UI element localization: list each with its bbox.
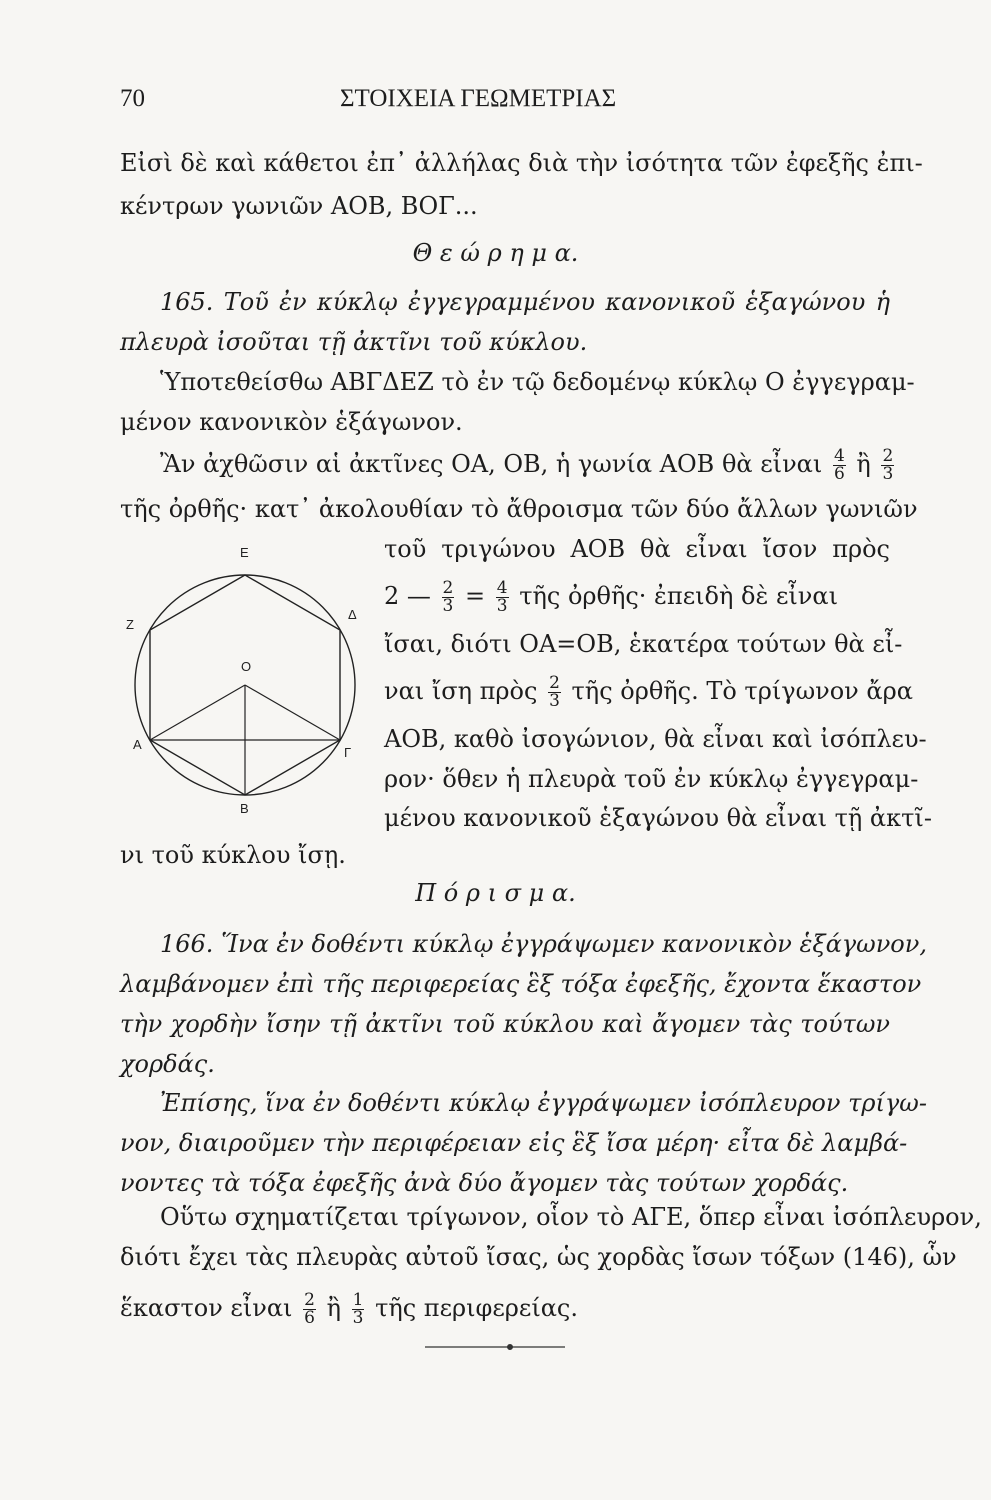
theorem-right-6: ρον· ὅθεν ἡ πλευρὰ τοῦ ἐν κύκλῳ ἐγγεγραμ- — [384, 765, 919, 793]
radius-OA — [150, 685, 245, 740]
porism-line-10-or: ἢ — [326, 1294, 341, 1322]
porism-line-7: νοντες τὰ τόξα ἐφεξῆς ἀνὰ δύο ἄγομεν τὰς τούτων χορδάς. — [120, 1169, 849, 1197]
fraction-numerator: 2 — [304, 1290, 315, 1310]
porism-line-9: διότι ἔχει τὰς πλευρὰς αὐτοῦ ἴσας, ὡς χορδὰς ἴσων τόξων (146), ὧν — [120, 1243, 957, 1271]
fraction-denominator: 3 — [496, 596, 508, 616]
theorem-right-2-text-a: 2 — — [384, 582, 431, 610]
porism-line-5: Ἐπίσης, ἵνα ἐν δοθέντι κύκλῳ ἐγγράψωμεν ἰσόπλευρον τρίγω- — [160, 1089, 927, 1117]
theorem-line-4: μένον κανονικὸν ἑξάγωνον. — [120, 408, 463, 436]
porism-line-8: Οὕτω σχηματίζεται τρίγωνον, οἷον τὸ ΑΓΕ, ὅπερ εἶναι ἰσόπλευρον, — [160, 1203, 982, 1231]
theorem-right-5: ΑΟΒ, καθὸ ἰσογώνιον, θὰ εἶναι καὶ ἰσόπλευ- — [384, 725, 927, 753]
fraction-denominator: 6 — [833, 464, 845, 484]
theorem-right-2-text-b: τῆς ὀρθῆς· ἐπειδὴ δὲ εἶναι — [519, 582, 839, 610]
fraction-denominator: 3 — [882, 464, 894, 484]
theorem-right-2-eq: = — [465, 582, 486, 610]
porism-line-10-text-b: τῆς περιφερείας. — [375, 1294, 578, 1322]
fraction-1-3 — [352, 1292, 365, 1327]
theorem-line-6: τῆς ὀρθῆς· κατ᾽ ἀκολουθίαν τὸ ἄθροισμα τῶν δύο ἄλλων γωνιῶν — [120, 495, 918, 523]
theorem-heading: Θ ε ώ ρ η μ α. — [412, 239, 579, 267]
hexagon-figure — [120, 535, 370, 815]
porism-line-4: χορδάς. — [120, 1050, 215, 1078]
fraction-denominator: 6 — [304, 1308, 315, 1328]
page-number: 70 — [120, 85, 145, 112]
end-divider — [425, 1342, 565, 1352]
label-D: Δ — [348, 607, 357, 622]
theorem-right-1: τοῦ τριγώνου ΑΟΒ θὰ εἶναι ἴσον πρὸς — [384, 535, 890, 563]
theorem-right-4 — [384, 675, 913, 710]
divider-dot — [507, 1344, 513, 1350]
theorem-line-5-or: ἢ — [856, 450, 871, 478]
theorem-right-3: ἴσαι, διότι ΟΑ=ΟΒ, ἑκατέρα τούτων θὰ εἶ- — [384, 630, 903, 658]
theorem-right-4-text-b: τῆς ὀρθῆς. Τὸ τρίγωνον ἄρα — [571, 677, 913, 705]
theorem-line-3: Ὑποτεθείσθω ΑΒΓΔΕΖ τὸ ἐν τῷ δεδομένῳ κύκλῳ Ο ἐγγεγραμ- — [160, 368, 915, 396]
porism-line-2: λαμβάνομεν ἐπὶ τῆς περιφερείας ἓξ τόξα ἐφεξῆς, ἔχοντα ἕκαστον — [120, 970, 922, 998]
theorem-line-1: 165. Τοῦ ἐν κύκλῳ ἐγγεγραμμένου κανονικοῦ ἑξαγώνου ἡ — [160, 288, 890, 316]
label-E: E — [240, 545, 249, 560]
label-O: O — [241, 659, 252, 674]
intro-line-2: κέντρων γωνιῶν ΑΟΒ, ΒΟΓ... — [120, 192, 478, 220]
fraction-numerator: 4 — [496, 578, 508, 598]
label-B: B — [240, 801, 249, 815]
fraction-numerator: 1 — [352, 1290, 364, 1310]
fraction-2-3 — [881, 448, 894, 483]
fraction-2-3 — [442, 580, 455, 615]
fraction-numerator: 4 — [833, 446, 845, 466]
porism-line-6: νον, διαιροῦμεν τὴν περιφέρειαν εἰς ἓξ ἴσα μέρη· εἶτα δὲ λαμβά- — [120, 1129, 908, 1157]
theorem-right-7: μένου κανονικοῦ ἑξαγώνου θὰ εἶναι τῇ ἀκτῖ- — [384, 804, 932, 832]
fraction-4-3 — [496, 580, 509, 615]
fraction-numerator: 2 — [549, 673, 560, 693]
fraction-numerator: 2 — [442, 578, 454, 598]
label-Z: Z — [126, 617, 134, 632]
theorem-line-7: νι τοῦ κύκλου ἴσῃ. — [120, 841, 346, 869]
porism-line-3: τὴν χορδὴν ἴσην τῇ ἀκτῖνι τοῦ κύκλου καὶ ἄγομεν τὰς τούτων — [120, 1010, 890, 1038]
fraction-denominator: 3 — [549, 691, 560, 711]
theorem-line-5 — [160, 448, 897, 483]
label-G: Γ — [344, 745, 352, 760]
intro-line-1: Εἰσὶ δὲ καὶ κάθετοι ἐπ᾽ ἀλλήλας διὰ τὴν ἰσότητα τῶν ἐφεξῆς ἐπι- — [120, 149, 923, 177]
porism-line-1: 166. Ἵνα ἐν δοθέντι κύκλῳ ἐγγράψωμεν κανονικὸν ἑξάγωνον, — [160, 930, 927, 958]
fraction-numerator: 2 — [882, 446, 894, 466]
porism-line-10-text-a: ἕκαστον εἶναι — [120, 1294, 293, 1322]
fraction-4-6 — [833, 448, 846, 483]
porism-line-10 — [120, 1292, 578, 1327]
running-title: ΣΤΟΙΧΕΙΑ ΓΕΩΜΕΤΡΙΑΣ — [340, 85, 617, 112]
fraction-2-3 — [548, 675, 561, 710]
radius-OG — [245, 685, 340, 740]
theorem-right-4-text-a: ναι ἴση πρὸς — [384, 677, 538, 705]
theorem-right-2 — [384, 580, 838, 615]
theorem-line-5-text: Ἂν ἀχθῶσιν αἱ ἀκτῖνες ΟΑ, ΟΒ, ἡ γωνία ΑΟΒ θὰ εἶναι — [160, 450, 823, 478]
label-A: A — [133, 737, 142, 752]
fraction-denominator: 3 — [352, 1308, 364, 1328]
porism-heading: Π ό ρ ι σ μ α. — [415, 879, 576, 907]
fraction-2-6 — [303, 1292, 316, 1327]
fraction-denominator: 3 — [442, 596, 454, 616]
theorem-line-2: πλευρὰ ἰσοῦται τῇ ἀκτῖνι τοῦ κύκλου. — [120, 328, 588, 356]
